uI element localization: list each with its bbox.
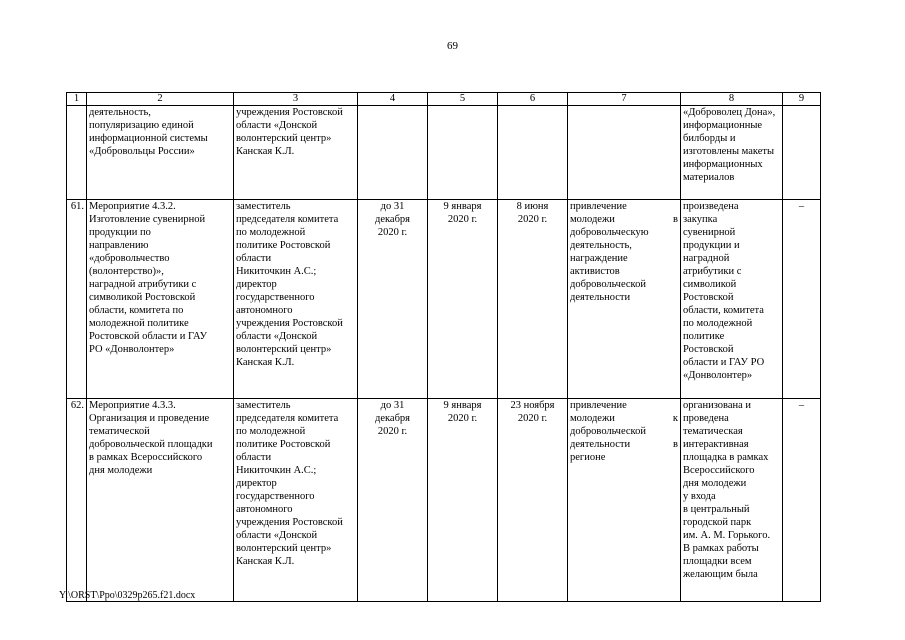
cell-line: наградной — [683, 253, 730, 264]
cell-line: Никиточкин А.С.; — [236, 266, 317, 277]
column-number: 6 — [498, 93, 568, 106]
line-tail: в — [673, 439, 678, 450]
line-text: активистов — [570, 266, 620, 277]
cell-line: добровольческой площадки — [89, 439, 213, 450]
start-date-cell — [428, 200, 498, 399]
responsible-cell — [234, 106, 358, 200]
cell-line: 2020 г. — [377, 426, 408, 437]
cell-line: Мероприятие 4.3.3. — [89, 400, 176, 411]
event-name-cell — [87, 399, 234, 602]
cell-line: председателя комитета — [236, 413, 339, 424]
note-cell: – — [783, 200, 821, 399]
cell-line: государственного — [236, 292, 315, 303]
cell-line: Ростовской — [683, 292, 734, 303]
cell-line — [570, 252, 678, 265]
cell-line: популяризацию единой — [89, 120, 194, 131]
column-number: 5 — [428, 93, 498, 106]
cell-line: В рамках работы — [683, 543, 759, 554]
cell-line: тематическая — [683, 426, 743, 437]
end-date-cell — [498, 399, 568, 602]
cell-line: декабря — [374, 214, 411, 225]
cell-line: 9 января — [443, 400, 482, 411]
cell-line: «добровольчество — [89, 253, 170, 264]
cell-line: области «Донской — [236, 120, 318, 131]
planned-result-cell — [568, 106, 681, 200]
line-text: деятельности — [570, 439, 631, 450]
cell-line: учреждения Ростовской — [236, 107, 343, 118]
cell-line: Всероссийского — [683, 465, 755, 476]
cell-line: Канская К.Л. — [236, 146, 295, 157]
cell-line: тематической — [89, 426, 150, 437]
cell-line: «Доброволец Дона», — [683, 107, 776, 118]
cell-line: до 31 — [380, 400, 405, 411]
actual-result-cell — [681, 399, 783, 602]
deadline-cell — [358, 106, 428, 200]
cell-line: площадка в рамках — [683, 452, 769, 463]
cell-line — [570, 399, 678, 412]
cell-line: информационных — [683, 159, 763, 170]
cell-line: декабря — [374, 413, 411, 424]
cell-line: Мероприятие 4.3.2. — [89, 201, 176, 212]
cell-line: в рамках Всероссийского — [89, 452, 203, 463]
cell-line: «Донволонтер» — [683, 370, 753, 381]
end-date-cell — [498, 106, 568, 200]
cell-line: молодежной политике — [89, 318, 189, 329]
line-text: добровольческую — [570, 227, 649, 238]
cell-line: городской парк — [683, 517, 752, 528]
cell-line: Никиточкин А.С.; — [236, 465, 317, 476]
cell-line: политике Ростовской — [236, 240, 331, 251]
cell-line: «Добровольцы России» — [89, 146, 195, 157]
cell-line: сувенирной — [683, 227, 736, 238]
row-number-cell — [67, 106, 87, 200]
responsible-cell — [234, 200, 358, 399]
responsible-cell — [234, 399, 358, 602]
row-number-cell: 61. — [67, 200, 87, 399]
cell-line: 2020 г. — [517, 214, 548, 225]
cell-line: 2020 г. — [447, 214, 478, 225]
cell-line: директор — [236, 478, 277, 489]
cell-line: деятельность, — [89, 107, 151, 118]
line-text: добровольческой — [570, 279, 646, 290]
cell-line: 2020 г. — [517, 413, 548, 424]
cell-line — [570, 291, 678, 304]
file-path-footer: Y:\ORST\Ppo\0329p265.f21.docx — [59, 590, 196, 601]
event-name-cell — [87, 200, 234, 399]
cell-line: области и ГАУ РО — [683, 357, 765, 368]
cell-line: интерактивная — [683, 439, 749, 450]
cell-line: атрибутики с — [683, 266, 742, 277]
line-text: привлечение — [570, 201, 627, 212]
page-number: 69 — [447, 40, 458, 52]
line-tail: к — [672, 413, 678, 424]
cell-line: РО «Донволонтер» — [89, 344, 175, 355]
cell-line: волонтерский центр» — [236, 344, 332, 355]
cell-line: 23 ноября — [510, 400, 555, 411]
cell-line: по молодежной — [236, 227, 306, 238]
cell-line: (волонтерство)», — [89, 266, 164, 277]
cell-line: по молодежной — [236, 426, 306, 437]
table-row — [67, 106, 821, 200]
cell-line: области — [236, 253, 272, 264]
line-text: молодежи — [570, 214, 615, 225]
cell-line: директор — [236, 279, 277, 290]
cell-line: желающим была — [683, 569, 758, 580]
cell-line: Канская К.Л. — [236, 556, 295, 567]
cell-line: организована и — [683, 400, 752, 411]
cell-line: информационные — [683, 120, 763, 131]
cell-line: 2020 г. — [447, 413, 478, 424]
cell-line: области «Донской — [236, 331, 318, 342]
actual-result-cell — [681, 200, 783, 399]
cell-line: Ростовской — [683, 344, 734, 355]
cell-line — [570, 213, 678, 226]
line-text: регионе — [570, 452, 606, 463]
cell-line: Канская К.Л. — [236, 357, 295, 368]
cell-line: председателя комитета — [236, 214, 339, 225]
cell-line: Ростовской области и ГАУ — [89, 331, 208, 342]
cell-line: дня молодежи — [683, 478, 747, 489]
cell-line: волонтерский центр» — [236, 543, 332, 554]
cell-line — [570, 200, 678, 213]
cell-line: по молодежной — [683, 318, 753, 329]
cell-line: автономного — [236, 504, 293, 515]
cell-line: политике — [683, 331, 725, 342]
row-number-cell: 62. — [67, 399, 87, 602]
event-name-cell — [87, 106, 234, 200]
cell-line: закупка — [683, 214, 718, 225]
cell-line: политике Ростовской — [236, 439, 331, 450]
cell-line: учреждения Ростовской — [236, 517, 343, 528]
column-number: 2 — [87, 93, 234, 106]
line-text: деятельность, — [570, 240, 632, 251]
cell-line: дня молодежи — [89, 465, 153, 476]
cell-line: государственного — [236, 491, 315, 502]
planned-result-cell — [568, 200, 681, 399]
cell-line: заместитель — [236, 400, 291, 411]
line-text: награждение — [570, 253, 628, 264]
cell-line: 9 января — [443, 201, 482, 212]
line-text: деятельности — [570, 292, 631, 303]
cell-line: до 31 — [380, 201, 405, 212]
cell-line: Организация и проведение — [89, 413, 210, 424]
table-row — [67, 399, 821, 602]
cell-line — [570, 226, 678, 239]
cell-line: изготовлены макеты — [683, 146, 775, 157]
column-number: 8 — [681, 93, 783, 106]
events-table — [66, 92, 821, 602]
cell-line — [570, 438, 678, 451]
cell-line: 8 июня — [516, 201, 549, 212]
cell-line: площадки всем — [683, 556, 752, 567]
line-text: привлечение — [570, 400, 627, 411]
line-text: молодежи — [570, 413, 615, 424]
column-number: 1 — [67, 93, 87, 106]
cell-line: Изготовление сувенирной — [89, 214, 206, 225]
cell-line: направлению — [89, 240, 149, 251]
planned-result-cell — [568, 399, 681, 602]
cell-line — [570, 451, 678, 464]
line-tail: в — [673, 214, 678, 225]
cell-line: в центральный — [683, 504, 750, 515]
cell-line: волонтерский центр» — [236, 133, 332, 144]
cell-line: проведена — [683, 413, 729, 424]
start-date-cell — [428, 106, 498, 200]
cell-line: продукции по — [89, 227, 151, 238]
cell-line: у входа — [683, 491, 716, 502]
cell-line: билборды и — [683, 133, 736, 144]
cell-line — [570, 278, 678, 291]
note-cell — [783, 106, 821, 200]
cell-line — [570, 265, 678, 278]
column-number: 9 — [783, 93, 821, 106]
cell-line: 2020 г. — [377, 227, 408, 238]
deadline-cell — [358, 399, 428, 602]
cell-line — [570, 239, 678, 252]
cell-line: произведена — [683, 201, 739, 212]
column-number: 7 — [568, 93, 681, 106]
cell-line: символикой Ростовской — [89, 292, 196, 303]
deadline-cell — [358, 200, 428, 399]
table-body — [67, 93, 821, 602]
cell-line: учреждения Ростовской — [236, 318, 343, 329]
cell-line: наградной атрибутики с — [89, 279, 197, 290]
note-cell: – — [783, 399, 821, 602]
column-number: 3 — [234, 93, 358, 106]
cell-line: информационной системы — [89, 133, 208, 144]
start-date-cell — [428, 399, 498, 602]
cell-line: им. А. М. Горького. — [683, 530, 771, 541]
column-number: 4 — [358, 93, 428, 106]
actual-result-cell — [681, 106, 783, 200]
cell-line: заместитель — [236, 201, 291, 212]
cell-line: материалов — [683, 172, 735, 183]
end-date-cell — [498, 200, 568, 399]
column-number-row — [67, 93, 821, 106]
table-row — [67, 200, 821, 399]
cell-line — [570, 412, 678, 425]
cell-line: автономного — [236, 305, 293, 316]
line-text: добровольческой — [570, 426, 646, 437]
cell-line: продукции и — [683, 240, 740, 251]
cell-line: области, комитета — [683, 305, 764, 316]
cell-line: области — [236, 452, 272, 463]
cell-line: области, комитета по — [89, 305, 184, 316]
cell-line: области «Донской — [236, 530, 318, 541]
cell-line: символикой — [683, 279, 737, 290]
cell-line — [570, 425, 678, 438]
